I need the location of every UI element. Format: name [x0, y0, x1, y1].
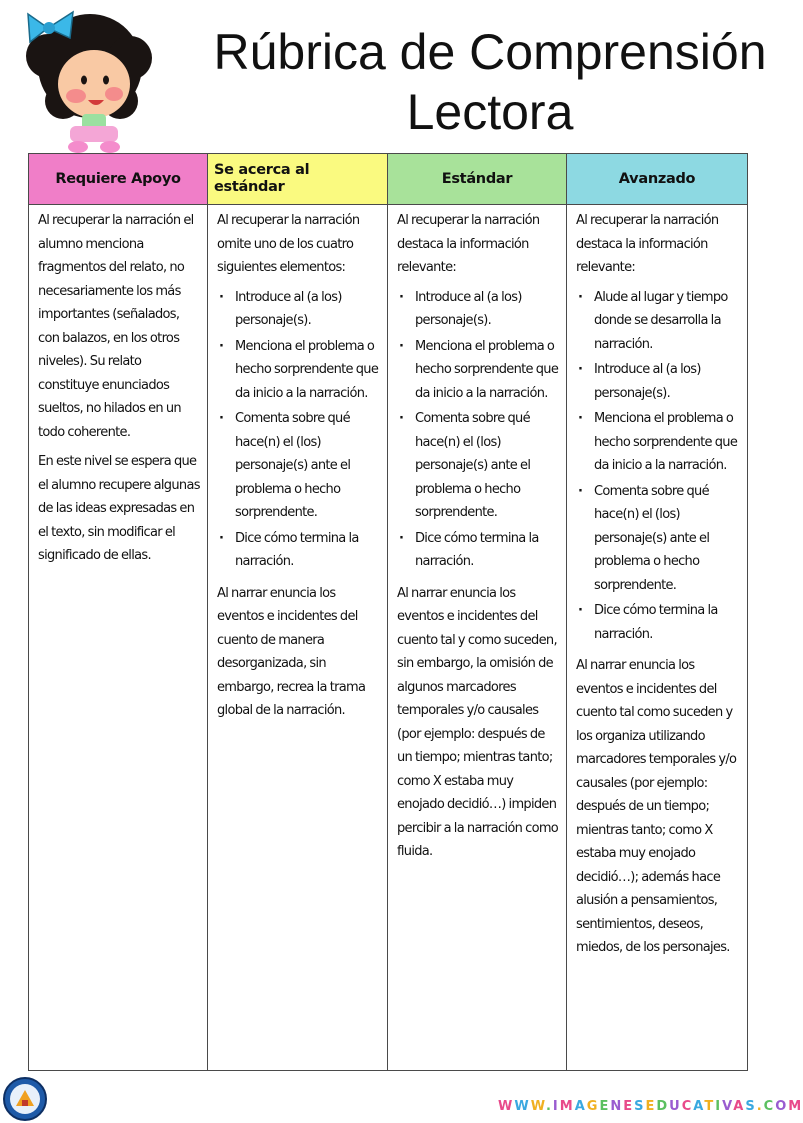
criteria-list [217, 286, 381, 574]
list-item: · Comenta sobre qué hace(n) el (los) personaje(s) ante el problema o hecho sorprendente. [235, 407, 381, 525]
list-item: · Menciona el problema o hecho sorprendente que da inicio a la narración. [235, 335, 381, 406]
cell-estandar [388, 205, 567, 1071]
paragraph: Al narrar enuncia los eventos e incidentes del cuento de manera desorganizada, sin embargo, recrea la trama global de la narración. [217, 585, 366, 718]
paragraph: En este nivel se espera que el alumno recupere algunas de las ideas expresadas en el texto, sin modificar el significado de ellas. [38, 454, 200, 563]
school-badge-icon [2, 1076, 48, 1122]
rubric-table [28, 153, 748, 1071]
list-item: · Dice cómo termina la narración. [415, 527, 560, 574]
cell-se-acerca [208, 205, 388, 1071]
girl-mascot-icon [18, 6, 168, 154]
paragraph: Al recuperar la narración destaca la información relevante: [397, 213, 540, 275]
page-title [190, 22, 790, 142]
paragraph: Al recuperar la narración destaca la información relevante: [576, 213, 719, 275]
paragraph: Al narrar enuncia los eventos e incidentes del cuento tal y como suceden, sin embargo, la omisión de algunos marcadores temporales y/o causales (por ejemplo: después de un tiempo; mientras tanto; como X estaba muy enojado decidió…) impiden percibir a la narración como fluida. [397, 585, 559, 859]
list-item: · Dice cómo termina la narración. [594, 599, 741, 646]
paragraph: Al narrar enuncia los eventos e incidentes del cuento tal como suceden y los organiza utilizando marcadores temporales y/o causales (por ejemplo: después de un tiempo; mientras tanto; como X estaba muy enojado decidió…); además hace alusión a pensamientos, sentimientos, deseos, miedos, de los personajes. [576, 658, 737, 955]
footer-site [498, 1099, 803, 1114]
list-item: · Alude al lugar y tiempo donde se desarrolla la narración. [594, 286, 741, 357]
criteria-list [397, 286, 560, 574]
header-se-acerca: Se acerca al estándar [208, 154, 388, 205]
paragraph: Al recuperar la narración el alumno menciona fragmentos del relato, no necesariamente los más importantes (señalados, con balazos, en los otros niveles). Su relato constituye enunciados sueltos, no hilados en un todo coherente. [38, 213, 194, 440]
footer-site-text: WWW.IMAGENESEDUCATIVAS.COM [498, 1099, 803, 1114]
list-item: · Introduce al (a los) personaje(s). [594, 358, 741, 405]
title-line-1: Rúbrica de Comprensión [213, 24, 767, 80]
list-item: · Introduce al (a los) personaje(s). [235, 286, 381, 333]
cell-requiere-apoyo [29, 205, 208, 1071]
list-item: · Menciona el problema o hecho sorprendente que da inicio a la narración. [415, 335, 560, 406]
list-item: · Introduce al (a los) personaje(s). [415, 286, 560, 333]
header-estandar: Estándar [388, 154, 567, 205]
criteria-list [576, 286, 741, 647]
list-item: · Dice cómo termina la narración. [235, 527, 381, 574]
rubric-content-row [29, 205, 748, 1071]
header-avanzado: Avanzado [567, 154, 748, 205]
list-item: · Menciona el problema o hecho sorprendente que da inicio a la narración. [594, 407, 741, 478]
rubric-header-row [29, 154, 748, 205]
cell-avanzado [567, 205, 748, 1071]
title-line-2: Lectora [406, 84, 574, 140]
header-requiere-apoyo: Requiere Apoyo [29, 154, 208, 205]
paragraph: Al recuperar la narración omite uno de los cuatro siguientes elementos: [217, 213, 360, 275]
list-item: · Comenta sobre qué hace(n) el (los) personaje(s) ante el problema o hecho sorprendente. [415, 407, 560, 525]
list-item: · Comenta sobre qué hace(n) el (los) personaje(s) ante el problema o hecho sorprendente. [594, 480, 741, 598]
